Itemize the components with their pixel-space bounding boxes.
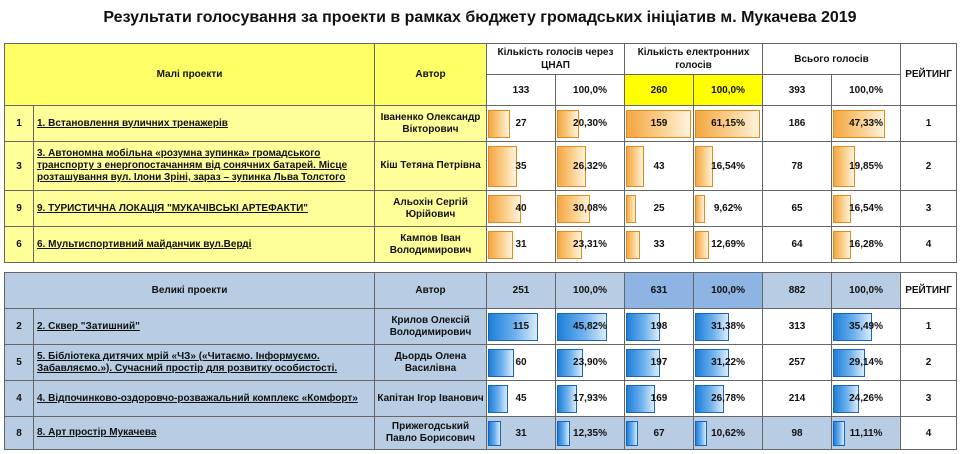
project-name: 8. Арт простір Мукачева xyxy=(34,417,375,450)
total-votes: 78 xyxy=(791,160,803,172)
electronic-votes: 197 xyxy=(650,356,668,368)
electronic-votes-cell xyxy=(625,417,694,450)
cnap-votes-pct-cell xyxy=(556,142,625,191)
cnap-votes-pct: 17,93% xyxy=(573,392,607,404)
cnap-votes-pct-cell xyxy=(556,191,625,227)
total-votes-pct-cell xyxy=(832,345,901,381)
total-votes-cell xyxy=(763,381,832,417)
cnap-votes-pct: 26,32% xyxy=(573,160,607,172)
electronic-votes-pct-cell xyxy=(694,106,763,142)
project-rank: 2 xyxy=(901,142,957,191)
total-votes-pct: 16,54% xyxy=(849,202,883,214)
cnap-votes-cell xyxy=(487,417,556,450)
project-number: 4 xyxy=(5,381,34,417)
electronic-votes-pct-cell xyxy=(694,191,763,227)
project-author: Іваненко Олександр Вікторович xyxy=(375,106,487,142)
cnap-votes: 40 xyxy=(515,202,527,214)
electronic-votes-pct: 31,38% xyxy=(711,320,745,332)
small-project-row xyxy=(5,142,957,191)
total-votes-pct-cell xyxy=(832,142,901,191)
big-project-row xyxy=(5,345,957,381)
cnap-votes-pct-cell xyxy=(556,381,625,417)
big-projects-label: Великі проекти xyxy=(5,273,375,309)
electronic-votes-pct-cell xyxy=(694,417,763,450)
total-votes-pct: 35,49% xyxy=(849,320,883,332)
cnap-votes-pct-cell xyxy=(556,227,625,263)
electronic-votes: 43 xyxy=(653,160,665,172)
small-projects-label: Малі проекти xyxy=(5,44,375,106)
cnap-votes-cell xyxy=(487,142,556,191)
electronic-votes-pct: 10,62% xyxy=(711,427,745,439)
total-total: 393 xyxy=(763,75,832,106)
cnap-votes-header: Кількість голосів через ЦНАП xyxy=(487,44,625,75)
electronic-votes-header: Кількість електронних голосів xyxy=(625,44,763,75)
total-votes-pct-cell xyxy=(832,106,901,142)
small-project-row xyxy=(5,227,957,263)
project-author: Прижегодський Павло Борисович xyxy=(375,417,487,450)
electronic-votes: 169 xyxy=(650,392,668,404)
big-header-row xyxy=(5,273,957,309)
electronic-votes-cell xyxy=(625,309,694,345)
total-votes: 98 xyxy=(791,427,803,439)
total-votes-cell xyxy=(763,142,832,191)
total-votes-cell xyxy=(763,106,832,142)
project-number: 3 xyxy=(5,142,34,191)
project-name: 3. Автономна мобільна «розумна зупинка» громадського транспорту з енергопостачанням від сонячних батарей. Місце розташування вул. Ілони Зріні, зараз – зупинка Льва Толстого xyxy=(34,142,375,191)
electronic-votes-cell xyxy=(625,106,694,142)
results-table xyxy=(4,43,957,450)
total-votes-pct: 11,11% xyxy=(849,427,883,439)
electronic-votes-cell xyxy=(625,191,694,227)
electronic-votes: 159 xyxy=(650,117,668,129)
small-rating-header: РЕЙТИНГ xyxy=(901,44,957,106)
electronic-votes-cell xyxy=(625,227,694,263)
total-votes: 214 xyxy=(788,392,806,404)
electronic-votes-cell xyxy=(625,142,694,191)
total-votes-cell xyxy=(763,227,832,263)
electronic-votes-cell xyxy=(625,381,694,417)
project-rank: 3 xyxy=(901,381,957,417)
cnap-votes: 35 xyxy=(515,160,527,172)
total-votes-pct: 47,33% xyxy=(849,117,883,129)
project-rank: 1 xyxy=(901,309,957,345)
electronic-votes-pct: 26,78% xyxy=(711,392,745,404)
project-number: 1 xyxy=(5,106,34,142)
cnap-votes-pct: 30,08% xyxy=(573,202,607,214)
big-project-row xyxy=(5,417,957,450)
total-votes-cell xyxy=(763,309,832,345)
cnap-votes-cell xyxy=(487,191,556,227)
project-number: 2 xyxy=(5,309,34,345)
project-name: 5. Бібліотека дитячих мрій «ЧЗ» («Читаємо. Інформуємо. Забавляємо.»). Сучасний простір для розвитку особистості. xyxy=(34,345,375,381)
project-name: 6. Мультиспортивний майданчик вул.Верді xyxy=(34,227,375,263)
cnap-votes: 60 xyxy=(515,356,527,368)
cnap-votes-pct: 20,30% xyxy=(573,117,607,129)
cnap-votes-cell xyxy=(487,227,556,263)
electronic-votes-pct: 9,62% xyxy=(713,202,743,214)
cnap-votes-pct-cell xyxy=(556,345,625,381)
big-author-header: Автор xyxy=(375,273,487,309)
project-number: 6 xyxy=(5,227,34,263)
electronic-votes-pct-cell xyxy=(694,309,763,345)
cnap-votes-cell xyxy=(487,381,556,417)
electronic-votes-pct-cell xyxy=(694,381,763,417)
small-header-row-1 xyxy=(5,44,957,75)
total-votes-cell xyxy=(763,345,832,381)
big-project-row xyxy=(5,381,957,417)
cnap-votes-cell xyxy=(487,106,556,142)
big-cnap-total: 251 xyxy=(487,273,556,309)
total-votes-pct-cell xyxy=(832,227,901,263)
project-name: 9. ТУРИСТИЧНА ЛОКАЦІЯ "МУКАЧІВСЬКІ АРТЕФАКТИ" xyxy=(34,191,375,227)
project-name: 1. Встановлення вуличних тренажерів xyxy=(34,106,375,142)
electronic-total: 260 xyxy=(625,75,694,106)
electronic-total-pct: 100,0% xyxy=(694,75,763,106)
cnap-votes: 27 xyxy=(515,117,527,129)
total-votes: 257 xyxy=(788,356,806,368)
cnap-votes-pct: 23,31% xyxy=(573,238,607,250)
total-votes-pct: 29,14% xyxy=(849,356,883,368)
project-author: Кампов Іван Володимирович xyxy=(375,227,487,263)
page-title: Результати голосування за проекти в рамках бюджету громадських ініціатив м. Мукачева 2019 xyxy=(103,9,857,26)
big-project-row xyxy=(5,309,957,345)
electronic-votes: 67 xyxy=(653,427,665,439)
total-votes-cell xyxy=(763,191,832,227)
small-project-row xyxy=(5,191,957,227)
project-author: Капітан Ігор Іванович xyxy=(375,381,487,417)
cnap-total: 133 xyxy=(487,75,556,106)
cnap-votes-pct-cell xyxy=(556,417,625,450)
cnap-votes: 31 xyxy=(515,238,527,250)
results-table-frame xyxy=(4,43,956,452)
cnap-votes: 115 xyxy=(512,320,530,332)
total-total-pct: 100,0% xyxy=(832,75,901,106)
cnap-votes-pct: 12,35% xyxy=(573,427,607,439)
small-project-row xyxy=(5,106,957,142)
electronic-votes-pct: 12,69% xyxy=(711,238,745,250)
project-number: 8 xyxy=(5,417,34,450)
cnap-total-pct: 100,0% xyxy=(556,75,625,106)
total-votes-cell xyxy=(763,417,832,450)
electronic-votes: 25 xyxy=(653,202,665,214)
electronic-votes: 33 xyxy=(653,238,665,250)
electronic-votes: 198 xyxy=(650,320,668,332)
cnap-votes-pct-cell xyxy=(556,106,625,142)
electronic-votes-pct-cell xyxy=(694,345,763,381)
total-votes-pct-cell xyxy=(832,309,901,345)
project-name: 2. Сквер "Затишний" xyxy=(34,309,375,345)
cnap-votes-pct: 23,90% xyxy=(573,356,607,368)
total-votes-pct-cell xyxy=(832,417,901,450)
project-author: Кіш Тетяна Петрівна xyxy=(375,142,487,191)
electronic-votes-pct: 61,15% xyxy=(711,117,745,129)
project-rank: 2 xyxy=(901,345,957,381)
big-cnap-total-pct: 100,0% xyxy=(556,273,625,309)
project-name: 4. Відпочинково-оздоровчо-розважальний комплекс «Комфорт» xyxy=(34,381,375,417)
total-votes-pct-cell xyxy=(832,191,901,227)
total-votes: 186 xyxy=(788,117,806,129)
project-number: 9 xyxy=(5,191,34,227)
electronic-votes-pct-cell xyxy=(694,227,763,263)
project-number: 5 xyxy=(5,345,34,381)
project-rank: 4 xyxy=(901,227,957,263)
big-total-total-pct: 100,0% xyxy=(832,273,901,309)
total-votes: 64 xyxy=(791,238,803,250)
cnap-votes-cell xyxy=(487,345,556,381)
total-votes: 65 xyxy=(791,202,803,214)
electronic-votes-pct: 31,22% xyxy=(711,356,745,368)
cnap-votes: 45 xyxy=(515,392,527,404)
total-votes-pct-cell xyxy=(832,381,901,417)
electronic-votes-cell xyxy=(625,345,694,381)
big-total-total: 882 xyxy=(763,273,832,309)
total-votes: 313 xyxy=(788,320,806,332)
project-rank: 4 xyxy=(901,417,957,450)
project-author: Дьордь Олена Василівна xyxy=(375,345,487,381)
total-votes-header: Всього голосів xyxy=(763,44,901,75)
project-rank: 3 xyxy=(901,191,957,227)
total-votes-pct: 16,28% xyxy=(849,238,883,250)
electronic-votes-pct: 16,54% xyxy=(711,160,745,172)
project-author: Альохін Сергій Юрійович xyxy=(375,191,487,227)
big-electronic-total: 631 xyxy=(625,273,694,309)
total-votes-pct: 24,26% xyxy=(849,392,883,404)
small-author-header: Автор xyxy=(375,44,487,106)
project-rank: 1 xyxy=(901,106,957,142)
cnap-votes: 31 xyxy=(515,427,527,439)
big-electronic-total-pct: 100,0% xyxy=(694,273,763,309)
total-votes-pct: 19,85% xyxy=(849,160,883,172)
cnap-votes-pct-cell xyxy=(556,309,625,345)
project-author: Крилов Олексій Володимирович xyxy=(375,309,487,345)
electronic-votes-pct-cell xyxy=(694,142,763,191)
big-rating-header: РЕЙТИНГ xyxy=(901,273,957,309)
section-spacer xyxy=(5,263,957,273)
cnap-votes-pct: 45,82% xyxy=(573,320,607,332)
cnap-votes-cell xyxy=(487,309,556,345)
